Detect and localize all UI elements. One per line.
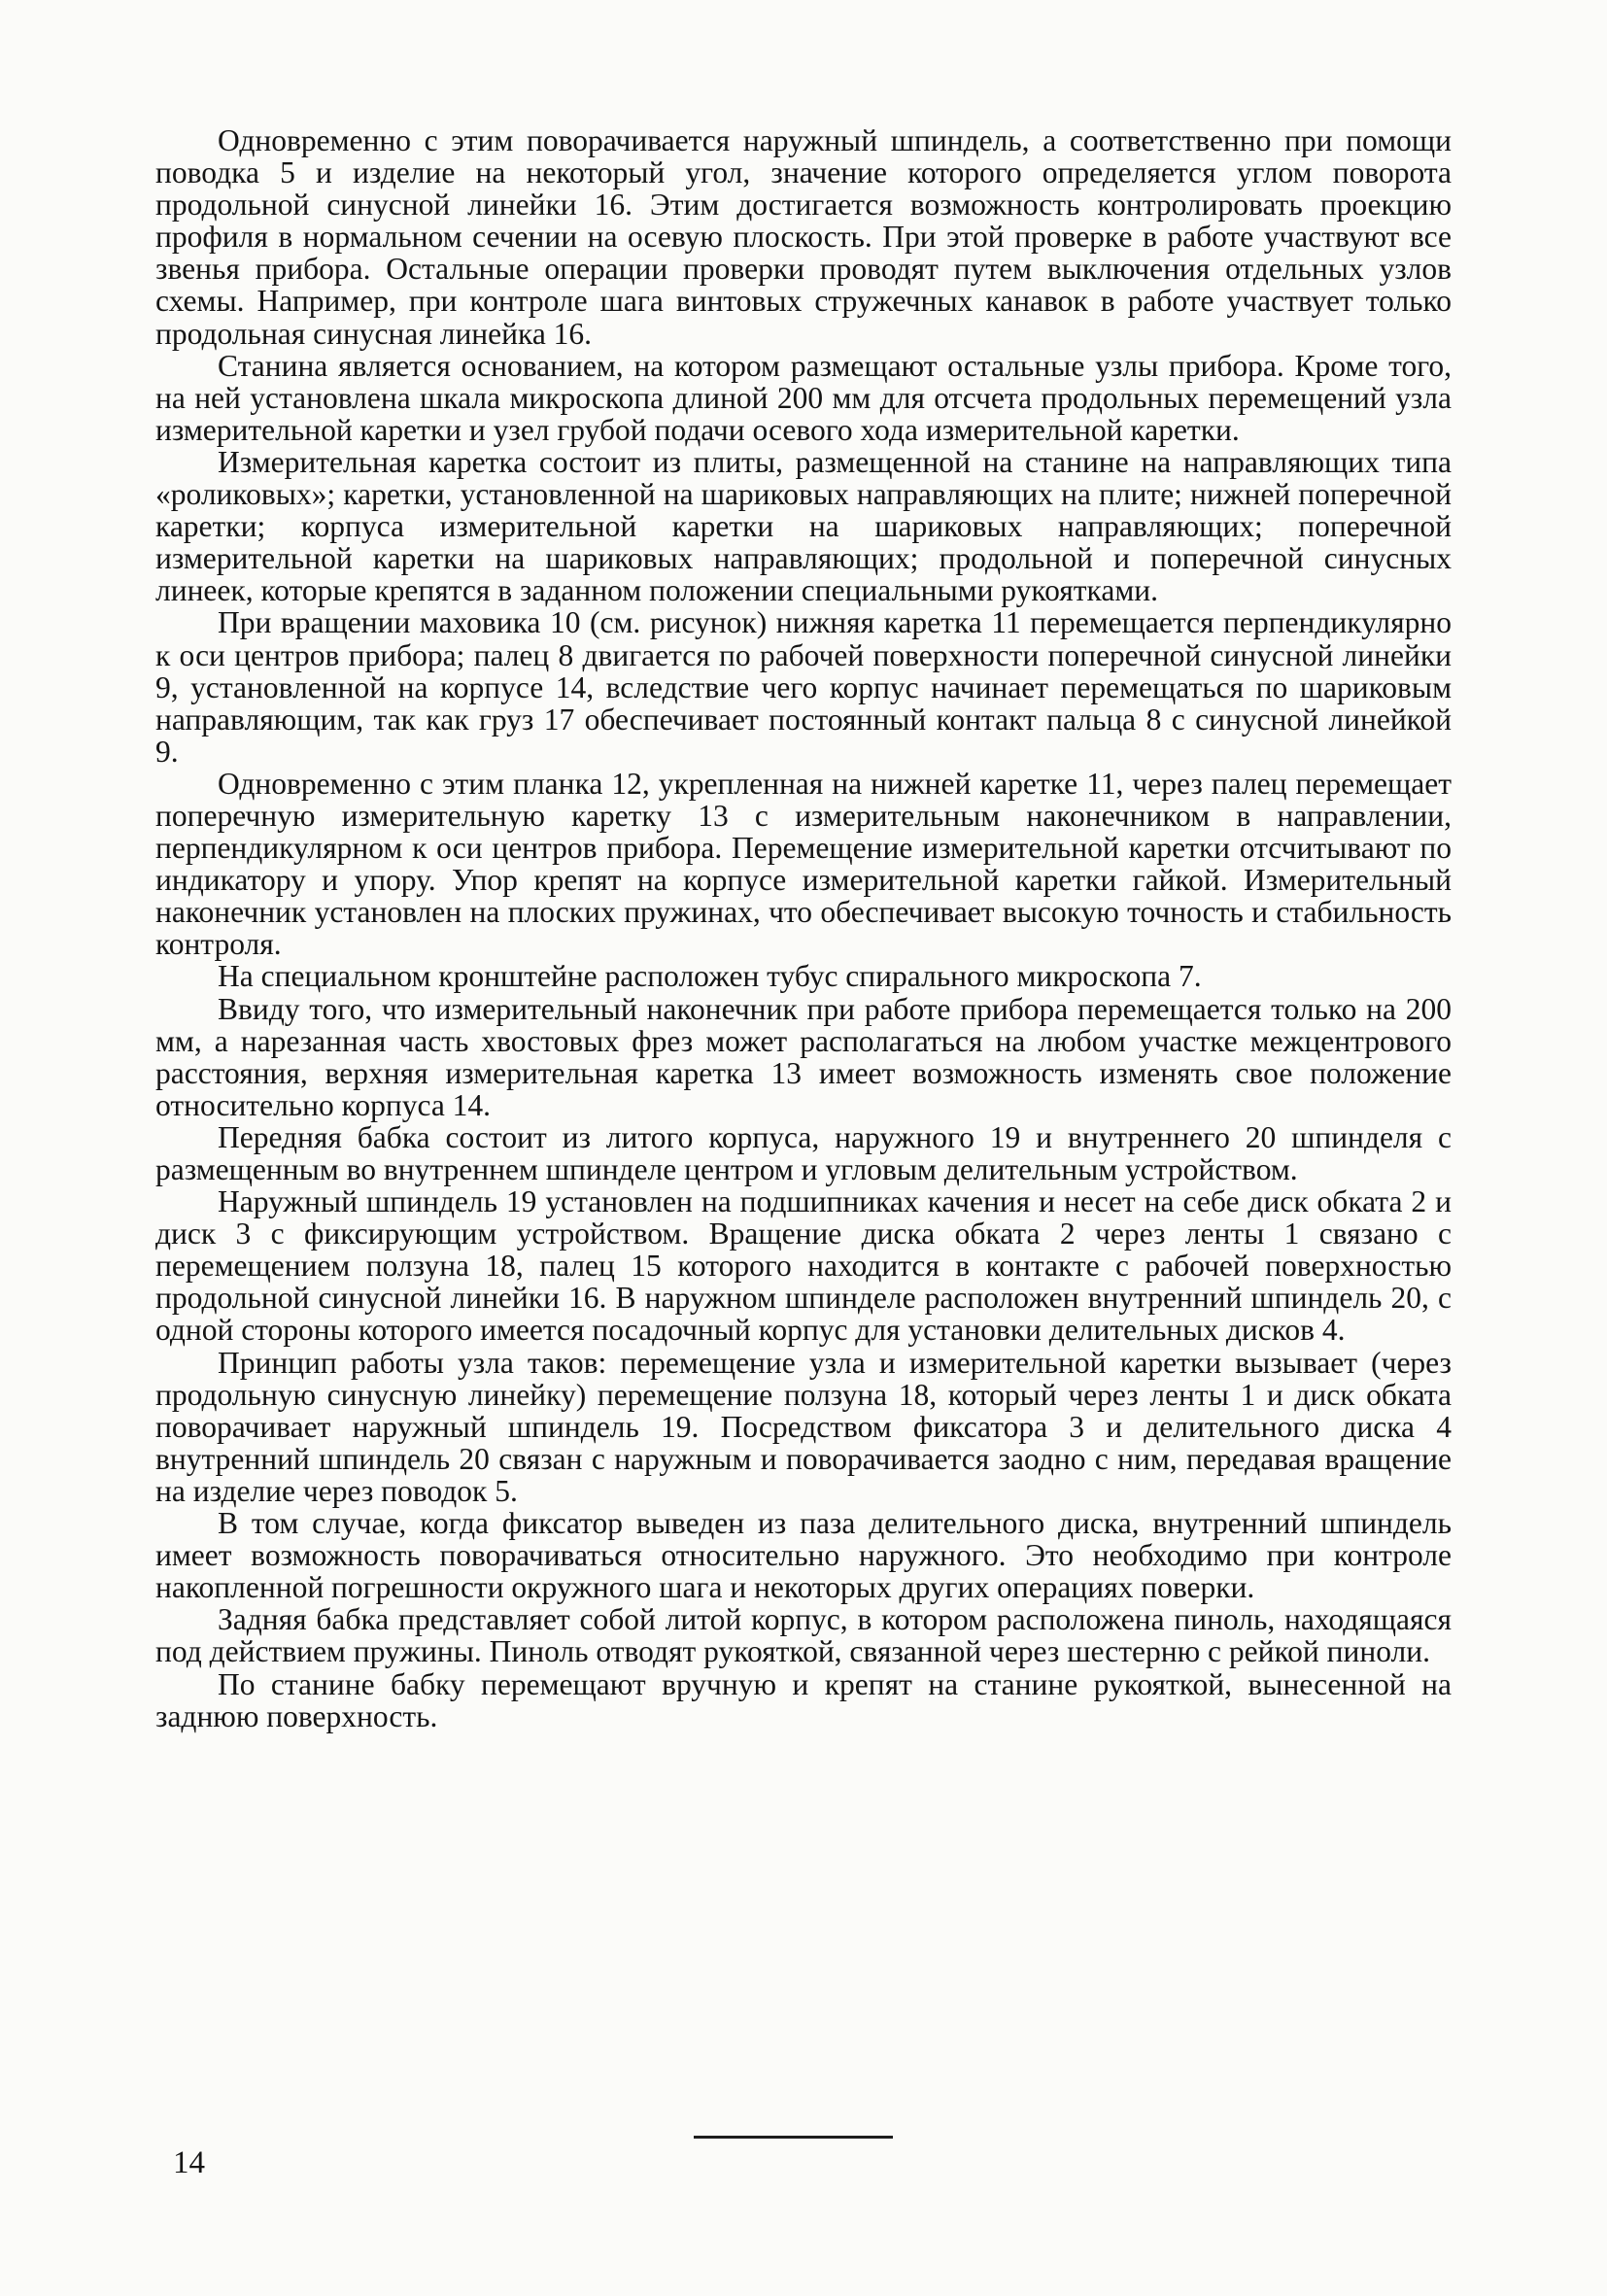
paragraph-6: На специальном кронштейне расположен тубус спирального микроскопа 7. (218, 959, 1202, 994)
end-of-text-rule (694, 2136, 893, 2139)
body-text (155, 124, 1452, 1732)
paragraph-2: Станина является основанием, на котором размещают остальные узлы прибора. Кроме того, на ней установлена шкала микроскопа длиной 200 мм для отсчета продольных перемещений узла измерительной каретки и узел грубой подачи осевого хода измерительной каретки. (155, 348, 1452, 447)
paragraph-4: При вращении маховика 10 (см. рисунок) нижняя каретка 11 перемещается перпендикулярно к оси центров прибора; палец 8 двигается по рабочей поверхности поперечной синусной линейки 9, установленной на корпусе 14, вследствие чего корпус начинает перемещаться по шариковым направляющим, так как груз 17 обеспечивает постоянный контакт пальца 8 с синусной линейкой 9. (155, 605, 1452, 769)
paragraph-8: Передняя бабка состоит из литого корпуса, наружного 19 и внутреннего 20 шпинделя с размещенным во внутреннем шпинделе центром и угловым делительным устройством. (155, 1119, 1452, 1186)
paragraph-7: Ввиду того, что измерительный наконечник при работе прибора перемещается только на 200 мм, а нарезанная часть хвостовых фрез может располагаться на любом участке межцентрового расстояния, верхняя измерительная каретка 13 имеет возможность изменять свое положение относительно корпуса 14. (155, 991, 1452, 1122)
paragraph-11: В том случае, когда фиксатор выведен из паза делительного диска, внутренний шпиндель имеет возможность поворачиваться относительно наружного. Это необходимо при контроле накопленной погрешности окружного шага и некоторых других операциях поверки. (155, 1506, 1452, 1605)
paragraph-13: По станине бабку перемещают вручную и крепят на станине рукояткой, вынесенной на заднюю поверхность. (155, 1666, 1452, 1733)
paragraph-9: Наружный шпиндель 19 установлен на подшипниках качения и несет на себе диск обката 2 и диск 3 с фиксирующим устройством. Вращение диска обката 2 через ленты 1 связано с перемещением ползуна 18, палец 15 которого находится в контакте с рабочей поверхностью продольной синусной линейки 16. В наружном шпинделе расположен внутренний шпиндель 20, с одной стороны которого имеется посадочный корпус для установки делительных дисков 4. (155, 1184, 1452, 1348)
paragraph-10: Принцип работы узла таков: перемещение узла и измерительной каретки вызывает (через продольную синусную линейку) перемещение ползуна 18, который через ленты 1 и диск обката поворачивает наружный шпиндель 19. Посредством фиксатора 3 и делительного диска 4 внутренний шпиндель 20 связан с наружным и поворачивается заодно с ним, передавая вращение на изделие через поводок 5. (155, 1345, 1452, 1508)
paragraph-3: Измерительная каретка состоит из плиты, размещенной на станине на направляющих типа «роликовых»; каретки, установленной на шариковых направляющих на плите; нижней поперечной каретки; корпуса измерительной каретки на шариковых направляющих; поперечной измерительной каретки на шариковых направляющих; продольной и поперечной синусных линеек, которые крепятся в заданном положении специальными рукоятками. (155, 444, 1452, 608)
paragraph-1: Одновременно с этим поворачивается наружный шпиндель, а соответственно при помощи поводка 5 и изделие на некоторый угол, значение которого определяется углом поворота продольной синусной линейки 16. Этим достигается возможность контролировать проекцию профиля в нормальном сечении на осевую плоскость. При этой проверке в работе участвуют все звенья прибора. Остальные операции проверки проводят путем выключения отдельных узлов схемы. Например, при контроле шага винтовых стружечных канавок в работе участвует только продольная синусная линейка 16. (155, 123, 1452, 351)
paragraph-12: Задняя бабка представляет собой литой корпус, в котором расположена пиноль, находящаяся под действием пружины. Пиноль отводят рукояткой, связанной через шестерню с рейкой пиноли. (155, 1602, 1452, 1669)
paragraph-5: Одновременно с этим планка 12, укрепленная на нижней каретке 11, через палец перемещает поперечную измерительную каретку 13 с измерительным наконечником в направлении, перпендикулярном к оси центров прибора. Перемещение измерительной каретки отсчитывают по индикатору и упору. Упор крепят на корпусе измерительной каретки гайкой. Измерительный наконечник установлен на плоских пружинах, что обеспечивает высокую точность и стабильность контроля. (155, 766, 1452, 962)
page-number: 14 (173, 2145, 205, 2180)
